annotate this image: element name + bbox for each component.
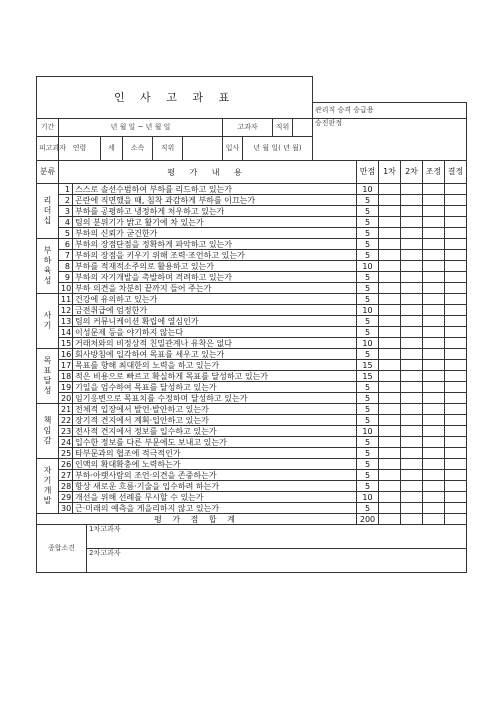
- item-text: 거래처와의 비정상적 친밀관계나 유착은 없다: [73, 338, 357, 349]
- first-score[interactable]: [379, 316, 401, 327]
- item-text: 부하의 자기개발을 촉발하며 격려하고 있는가: [73, 272, 357, 283]
- adjust-score[interactable]: [423, 371, 445, 382]
- item-number: 25: [59, 448, 73, 459]
- item-text: 부하·아랫사람의 조언·의견을 존중하는가: [73, 470, 357, 481]
- adjust-score[interactable]: [423, 250, 445, 261]
- first-score[interactable]: [379, 206, 401, 217]
- final-score[interactable]: [445, 195, 467, 206]
- adjust-score[interactable]: [423, 228, 445, 239]
- first-score[interactable]: [379, 481, 401, 492]
- first-score[interactable]: [379, 239, 401, 250]
- category-cell: 리더십: [37, 184, 59, 239]
- table-row: [37, 382, 467, 393]
- period-field[interactable]: 년 월 일 ~ 년 월 일: [59, 119, 223, 137]
- max-score: 5: [357, 437, 379, 448]
- item-number: 7: [59, 250, 73, 261]
- adjust-score[interactable]: [423, 338, 445, 349]
- table-row: [37, 437, 467, 448]
- adjust-score[interactable]: [423, 294, 445, 305]
- item-text: 회사방침에 입각하여 목표를 세우고 있는가: [73, 349, 357, 360]
- position-label: 직위: [273, 119, 293, 137]
- table-row: [37, 272, 467, 283]
- item-text: 임기응변으로 목표치를 수정하며 달성하고 있는가: [73, 393, 357, 404]
- adjust-score[interactable]: [423, 261, 445, 272]
- adjust-score[interactable]: [423, 217, 445, 228]
- item-number: 3: [59, 206, 73, 217]
- item-number: 8: [59, 261, 73, 272]
- first-header: 1차: [379, 161, 401, 184]
- second-score[interactable]: [401, 228, 423, 239]
- max-score: 5: [357, 195, 379, 206]
- max-score: 5: [357, 217, 379, 228]
- first-score[interactable]: [379, 184, 401, 195]
- item-text: 목표를 향해 최대한의 노력을 하고 있는가: [73, 360, 357, 371]
- adjust-score[interactable]: [423, 184, 445, 195]
- table-row: [37, 261, 467, 272]
- item-text: 부하를 공평하고 냉정하게 처우하고 있는가: [73, 206, 357, 217]
- summary-label: 종합소견: [37, 525, 87, 573]
- age-label: 연령: [59, 137, 101, 161]
- item-number: 10: [59, 283, 73, 294]
- total-adjust[interactable]: [423, 514, 445, 525]
- second-score[interactable]: [401, 338, 423, 349]
- second-score[interactable]: [401, 470, 423, 481]
- table-row: [37, 459, 467, 470]
- table-row: [37, 492, 467, 503]
- max-score: 5: [357, 250, 379, 261]
- form-header-table: [36, 76, 467, 161]
- max-score: 5: [357, 404, 379, 415]
- final-score[interactable]: [445, 459, 467, 470]
- first-score[interactable]: [379, 250, 401, 261]
- first-score[interactable]: [379, 503, 401, 514]
- first-score[interactable]: [379, 415, 401, 426]
- first-score[interactable]: [379, 360, 401, 371]
- item-number: 30: [59, 503, 73, 514]
- appraisal-form: [36, 76, 466, 573]
- adjust-score[interactable]: [423, 316, 445, 327]
- final-score[interactable]: [445, 437, 467, 448]
- item-text: 타부문과의 협조에 적극적인가: [73, 448, 357, 459]
- second-score[interactable]: [401, 217, 423, 228]
- table-row: [37, 250, 467, 261]
- item-number: 28: [59, 481, 73, 492]
- years-label: 세: [101, 137, 123, 161]
- final-score[interactable]: [445, 503, 467, 514]
- item-number: 16: [59, 349, 73, 360]
- first-score[interactable]: [379, 404, 401, 415]
- second-score[interactable]: [401, 272, 423, 283]
- first-score[interactable]: [379, 459, 401, 470]
- item-number: 2: [59, 195, 73, 206]
- total-label: 평 가 점 합 계: [37, 514, 357, 525]
- table-row: [37, 206, 467, 217]
- item-text: 항상 새로운 흐름·기술을 입수하려 하는가: [73, 481, 357, 492]
- second-score[interactable]: [401, 239, 423, 250]
- table-row: [37, 404, 467, 415]
- evaluatee-label: 피고과자: [37, 137, 59, 161]
- table-row: [37, 316, 467, 327]
- adjust-score[interactable]: [423, 437, 445, 448]
- adjust-score[interactable]: [423, 481, 445, 492]
- second-score[interactable]: [401, 250, 423, 261]
- second-score[interactable]: [401, 415, 423, 426]
- first-score[interactable]: [379, 294, 401, 305]
- final-score[interactable]: [445, 393, 467, 404]
- evaluator-label: 고과자: [223, 119, 273, 137]
- table-row: [37, 426, 467, 437]
- item-text: 건강에 유의하고 있는가: [73, 294, 357, 305]
- category-cell: 사기: [37, 294, 59, 349]
- final-score[interactable]: [445, 316, 467, 327]
- table-row: [37, 217, 467, 228]
- max-score: 5: [357, 459, 379, 470]
- table-row: [37, 338, 467, 349]
- second-score[interactable]: [401, 437, 423, 448]
- item-text: 전체적 입장에서 발언·발안하고 있는가: [73, 404, 357, 415]
- category-cell: 목표달성: [37, 349, 59, 404]
- content-header: 평 가 내 용: [59, 161, 357, 184]
- adjust-score[interactable]: [423, 349, 445, 360]
- item-number: 26: [59, 459, 73, 470]
- max-score: 10: [357, 492, 379, 503]
- first-score[interactable]: [379, 272, 401, 283]
- item-number: 9: [59, 272, 73, 283]
- item-number: 22: [59, 415, 73, 426]
- period-label: 기간: [37, 119, 59, 137]
- item-text: 입수한 정보를 다른 부문에도 보내고 있는가: [73, 437, 357, 448]
- final-score[interactable]: [445, 404, 467, 415]
- second-score[interactable]: [401, 382, 423, 393]
- second-header: 2차: [401, 161, 423, 184]
- max-score: 5: [357, 228, 379, 239]
- second-score[interactable]: [401, 349, 423, 360]
- final-score[interactable]: [445, 349, 467, 360]
- final-score[interactable]: [445, 294, 467, 305]
- table-row: [37, 305, 467, 316]
- item-text: 금전취급에 엄정한가: [73, 305, 357, 316]
- max-score: 5: [357, 283, 379, 294]
- first-score[interactable]: [379, 283, 401, 294]
- second-score[interactable]: [401, 316, 423, 327]
- second-score[interactable]: [401, 492, 423, 503]
- adjust-score[interactable]: [423, 305, 445, 316]
- item-number: 5: [59, 228, 73, 239]
- title-label: 직위: [153, 137, 183, 161]
- adjust-score[interactable]: [423, 206, 445, 217]
- affiliation-label: 소속: [123, 137, 153, 161]
- item-text: 근·미래의 예측을 게을리하지 않고 있는가: [73, 503, 357, 514]
- adjust-score[interactable]: [423, 415, 445, 426]
- first-score[interactable]: [379, 371, 401, 382]
- final-score[interactable]: [445, 371, 467, 382]
- table-row: [37, 184, 467, 195]
- item-number: 24: [59, 437, 73, 448]
- second-score[interactable]: [401, 184, 423, 195]
- first-evaluator-comment[interactable]: 1차고과자: [87, 525, 467, 549]
- title-field[interactable]: [183, 137, 223, 161]
- final-score[interactable]: [445, 283, 467, 294]
- item-number: 19: [59, 382, 73, 393]
- second-evaluator-comment[interactable]: 2차고과자: [87, 549, 467, 573]
- second-score[interactable]: [401, 448, 423, 459]
- max-score: 5: [357, 481, 379, 492]
- first-score[interactable]: [379, 349, 401, 360]
- total-first[interactable]: [379, 514, 401, 525]
- final-score[interactable]: [445, 338, 467, 349]
- second-score[interactable]: [401, 481, 423, 492]
- item-text: 개선을 위해 선례를 무시할 수 있는가: [73, 492, 357, 503]
- second-score[interactable]: [401, 206, 423, 217]
- final-score[interactable]: [445, 327, 467, 338]
- final-score[interactable]: [445, 360, 467, 371]
- adjust-score[interactable]: [423, 492, 445, 503]
- first-score[interactable]: [379, 195, 401, 206]
- first-score[interactable]: [379, 217, 401, 228]
- item-number: 4: [59, 217, 73, 228]
- final-score[interactable]: [445, 261, 467, 272]
- table-row: [37, 393, 467, 404]
- adjust-header: 조정: [423, 161, 445, 184]
- join-date-field[interactable]: 년 월 일( 년 월): [243, 137, 313, 161]
- first-score[interactable]: [379, 228, 401, 239]
- second-score[interactable]: [401, 393, 423, 404]
- max-score: 5: [357, 272, 379, 283]
- max-score: 5: [357, 382, 379, 393]
- table-row: [37, 327, 467, 338]
- first-score[interactable]: [379, 327, 401, 338]
- table-row: [37, 448, 467, 459]
- item-number: 13: [59, 316, 73, 327]
- final-score[interactable]: [445, 470, 467, 481]
- table-row: [37, 360, 467, 371]
- item-text: 인맥의 확대확충에 노력하는가: [73, 459, 357, 470]
- max-score: 10: [357, 426, 379, 437]
- form-subtitle: 관리직 승격 승급용: [313, 103, 467, 119]
- item-number: 1: [59, 184, 73, 195]
- first-score[interactable]: [379, 448, 401, 459]
- max-score: 5: [357, 349, 379, 360]
- category-cell: 책임감: [37, 404, 59, 459]
- item-text: 곤란에 직면했을 때, 침착 과감하게 부하를 이끄는가: [73, 195, 357, 206]
- table-row: [37, 481, 467, 492]
- second-score[interactable]: [401, 426, 423, 437]
- item-text: 이성문제 등을 야기하지 않는다: [73, 327, 357, 338]
- item-number: 12: [59, 305, 73, 316]
- second-score[interactable]: [401, 261, 423, 272]
- final-score[interactable]: [445, 415, 467, 426]
- first-score[interactable]: [379, 305, 401, 316]
- final-score[interactable]: [445, 228, 467, 239]
- adjust-score[interactable]: [423, 327, 445, 338]
- final-score[interactable]: [445, 426, 467, 437]
- second-score[interactable]: [401, 305, 423, 316]
- item-text: 스스로 솔선수범하여 부하를 리드하고 있는가: [73, 184, 357, 195]
- table-row: [37, 283, 467, 294]
- final-score[interactable]: [445, 206, 467, 217]
- form-title: 인 사 고 과 표: [37, 77, 313, 119]
- table-row: [37, 228, 467, 239]
- total-row: [37, 514, 467, 525]
- first-score[interactable]: [379, 261, 401, 272]
- item-number: 18: [59, 371, 73, 382]
- second-score[interactable]: [401, 459, 423, 470]
- item-number: 27: [59, 470, 73, 481]
- item-text: 부하의 장점을 키우기 위해 조력·조언하고 있는가: [73, 250, 357, 261]
- item-text: 팀의 커뮤니케이션 확립에 열심인가: [73, 316, 357, 327]
- adjust-score[interactable]: [423, 426, 445, 437]
- max-score: 5: [357, 206, 379, 217]
- final-score[interactable]: [445, 184, 467, 195]
- item-number: 15: [59, 338, 73, 349]
- max-score: 5: [357, 415, 379, 426]
- second-score[interactable]: [401, 404, 423, 415]
- category-cell: 부하육성: [37, 239, 59, 294]
- max-score: 5: [357, 393, 379, 404]
- first-score[interactable]: [379, 338, 401, 349]
- adjust-score[interactable]: [423, 239, 445, 250]
- final-header: 결정: [445, 161, 467, 184]
- item-text: 부하의 장점단점을 정확하게 파악하고 있는가: [73, 239, 357, 250]
- first-score[interactable]: [379, 470, 401, 481]
- first-score[interactable]: [379, 382, 401, 393]
- max-score: 5: [357, 239, 379, 250]
- item-text: 기일을 엄수하여 목표를 달성하고 있는가: [73, 382, 357, 393]
- item-text: 부하의 신뢰가 굳건한가: [73, 228, 357, 239]
- second-score[interactable]: [401, 371, 423, 382]
- max-score: 10: [357, 338, 379, 349]
- item-text: 전사적 견지에서 정보를 입수하고 있는가: [73, 426, 357, 437]
- adjust-score[interactable]: [423, 382, 445, 393]
- item-text: 적은 비용으로 빠르고 확실하게 목표를 달성하고 있는가: [73, 371, 357, 382]
- adjust-score[interactable]: [423, 448, 445, 459]
- max-score: 10: [357, 184, 379, 195]
- table-row: [37, 195, 467, 206]
- max-score: 10: [357, 305, 379, 316]
- adjust-score[interactable]: [423, 272, 445, 283]
- item-number: 17: [59, 360, 73, 371]
- adjust-score[interactable]: [423, 393, 445, 404]
- second-score[interactable]: [401, 195, 423, 206]
- max-score: 5: [357, 470, 379, 481]
- first-score[interactable]: [379, 393, 401, 404]
- total-second[interactable]: [401, 514, 423, 525]
- table-row: [37, 294, 467, 305]
- table-row: [37, 503, 467, 514]
- total-final[interactable]: [445, 514, 467, 525]
- adjust-score[interactable]: [423, 360, 445, 371]
- category-header: 분류: [37, 161, 59, 184]
- final-score[interactable]: [445, 272, 467, 283]
- final-score[interactable]: [445, 250, 467, 261]
- max-score: 5: [357, 448, 379, 459]
- table-row: [37, 371, 467, 382]
- table-row: [37, 349, 467, 360]
- max-score: 5: [357, 503, 379, 514]
- final-score[interactable]: [445, 217, 467, 228]
- adjust-score[interactable]: [423, 470, 445, 481]
- second-score[interactable]: [401, 283, 423, 294]
- second-score[interactable]: [401, 360, 423, 371]
- final-score[interactable]: [445, 382, 467, 393]
- adjust-score[interactable]: [423, 503, 445, 514]
- position-field[interactable]: [293, 119, 313, 137]
- max-score: 15: [357, 371, 379, 382]
- total-value: 200: [357, 514, 379, 525]
- item-number: 11: [59, 294, 73, 305]
- item-number: 23: [59, 426, 73, 437]
- final-score[interactable]: [445, 239, 467, 250]
- final-score[interactable]: [445, 492, 467, 503]
- item-text: 팀의 분위기가 밝고 활기에 차 있는가: [73, 217, 357, 228]
- max-score: 10: [357, 261, 379, 272]
- max-score: 5: [357, 294, 379, 305]
- item-number: 6: [59, 239, 73, 250]
- second-score[interactable]: [401, 294, 423, 305]
- final-score[interactable]: [445, 305, 467, 316]
- summary-table: [36, 524, 467, 573]
- item-number: 29: [59, 492, 73, 503]
- item-text: 장기적 견지에서 계획·입안하고 있는가: [73, 415, 357, 426]
- adjust-score[interactable]: [423, 404, 445, 415]
- max-score: 5: [357, 327, 379, 338]
- adjust-score[interactable]: [423, 459, 445, 470]
- item-text: 부하 의견을 차분히 끝까지 들어 주는가: [73, 283, 357, 294]
- first-score[interactable]: [379, 437, 401, 448]
- item-text: 부하를 적재적소주의로 활용하고 있는가: [73, 261, 357, 272]
- first-score[interactable]: [379, 426, 401, 437]
- second-score[interactable]: [401, 327, 423, 338]
- final-score[interactable]: [445, 448, 467, 459]
- item-number: 21: [59, 404, 73, 415]
- max-score-header: 만점: [357, 161, 379, 184]
- second-score[interactable]: [401, 503, 423, 514]
- table-row: [37, 470, 467, 481]
- adjust-score[interactable]: [423, 283, 445, 294]
- max-score: 15: [357, 360, 379, 371]
- adjust-score[interactable]: [423, 195, 445, 206]
- category-cell: 자기개발: [37, 459, 59, 514]
- table-row: [37, 239, 467, 250]
- first-score[interactable]: [379, 492, 401, 503]
- final-score[interactable]: [445, 481, 467, 492]
- evaluation-table: [36, 160, 467, 525]
- max-score: 5: [357, 316, 379, 327]
- join-label: 입사: [223, 137, 243, 161]
- table-row: [37, 415, 467, 426]
- item-number: 20: [59, 393, 73, 404]
- item-number: 14: [59, 327, 73, 338]
- approval-label: 승진판정: [313, 119, 467, 161]
